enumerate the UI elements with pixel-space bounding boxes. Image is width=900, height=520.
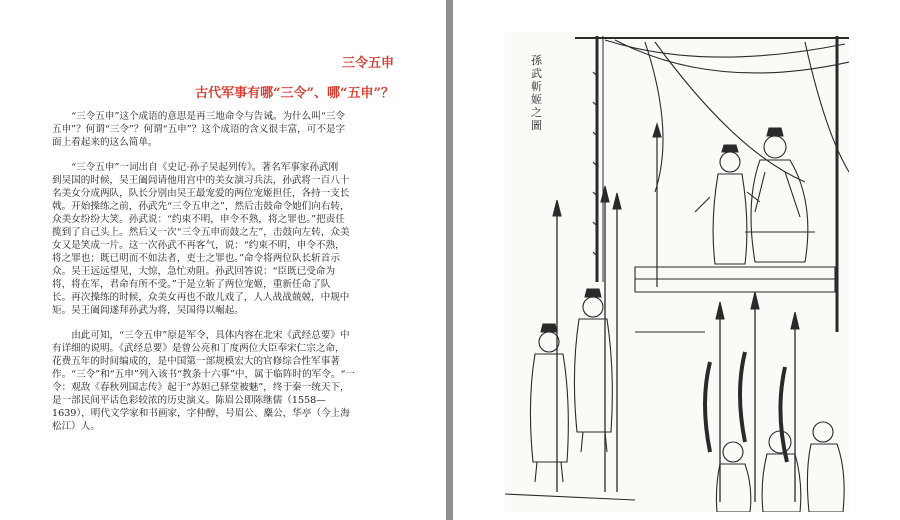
illustration-drawing	[505, 32, 849, 512]
paragraph-3: 由此可知，“三令五申”原是军令，具体内容在北宋《武经总要》中 有详细的说明。《武经总要》是曾公亮和丁度两位大臣奉宋仁宗之命， 花费五年的时间编成的，是中国第一部规模宏大的官修综合性军事著 作。“三令”和“五申”列入该书“教条十六事”中，属于临阵时的军令。“一 令：观敌《春秋列国志传》起于“苏妲己驿堂被魅”，终于秦一统天下， 是一部民间平话色彩较浓的历史演义。陈眉公即陈继儒（1558— 1639），明代文学家和书画家，字仲醇，号眉公、麋公，华亭（今上海 松江）人。	[52, 330, 355, 432]
woodblock-print-illustration	[505, 32, 849, 512]
illustration-caption: 孫武斬姬之圖	[531, 54, 542, 132]
left-page	[0, 0, 446, 520]
right-page	[453, 0, 900, 520]
paragraph-2: “三令五申”一词出自《史记·孙子吴起列传》。著名军事家孙武刚 到吴国的时候，吴王阖闾请他用宫中的美女演习兵法，孙武将一百八十 名美女分成两队，队长分别由吴王最宠爱的两位宠姬担任，各持一支长 戟。开始操练之前，孙武先“三令五申之”，然后击鼓命令她们向右转， 众美女纷纷大笑。孙武说：“约束不明，申令不熟，将之罪也。”把责任 揽到了自己头上。然后又一次“三令五申而鼓之左”，击鼓向左转，众美 女又是笑成一片。这一次孙武不再客气，说：“约束不明，申令不熟， 将之罪也；既已明而不如法者，吏士之罪也。”命令将两位队长斩首示 众。吴王远远望见，大惊，急忙劝阻。孙武回答说：“臣既已受命为 将，将在军，君命有所不受。”于是立斩了两位宠姬，重新任命了队 长。再次操练的时候，众美女再也不敢儿戏了，人人战战兢兢，中规中 矩。吴王阖闾遂拜孙武为将，吴国得以崛起。	[52, 162, 350, 316]
chapter-subtitle: 古代军事有哪“三令”、哪“五申”？	[195, 86, 394, 101]
paragraph-1: “三令五申”这个成语的意思是再三地命令与告诫。为什么叫“三令 五申”？何谓“三令”？何谓“五申”？这个成语的含义很丰富，可不是字 面上看起来的这么简单。	[52, 111, 346, 148]
chapter-title: 三令五申	[341, 56, 394, 71]
body-text	[52, 110, 392, 445]
page-gutter	[446, 0, 453, 520]
